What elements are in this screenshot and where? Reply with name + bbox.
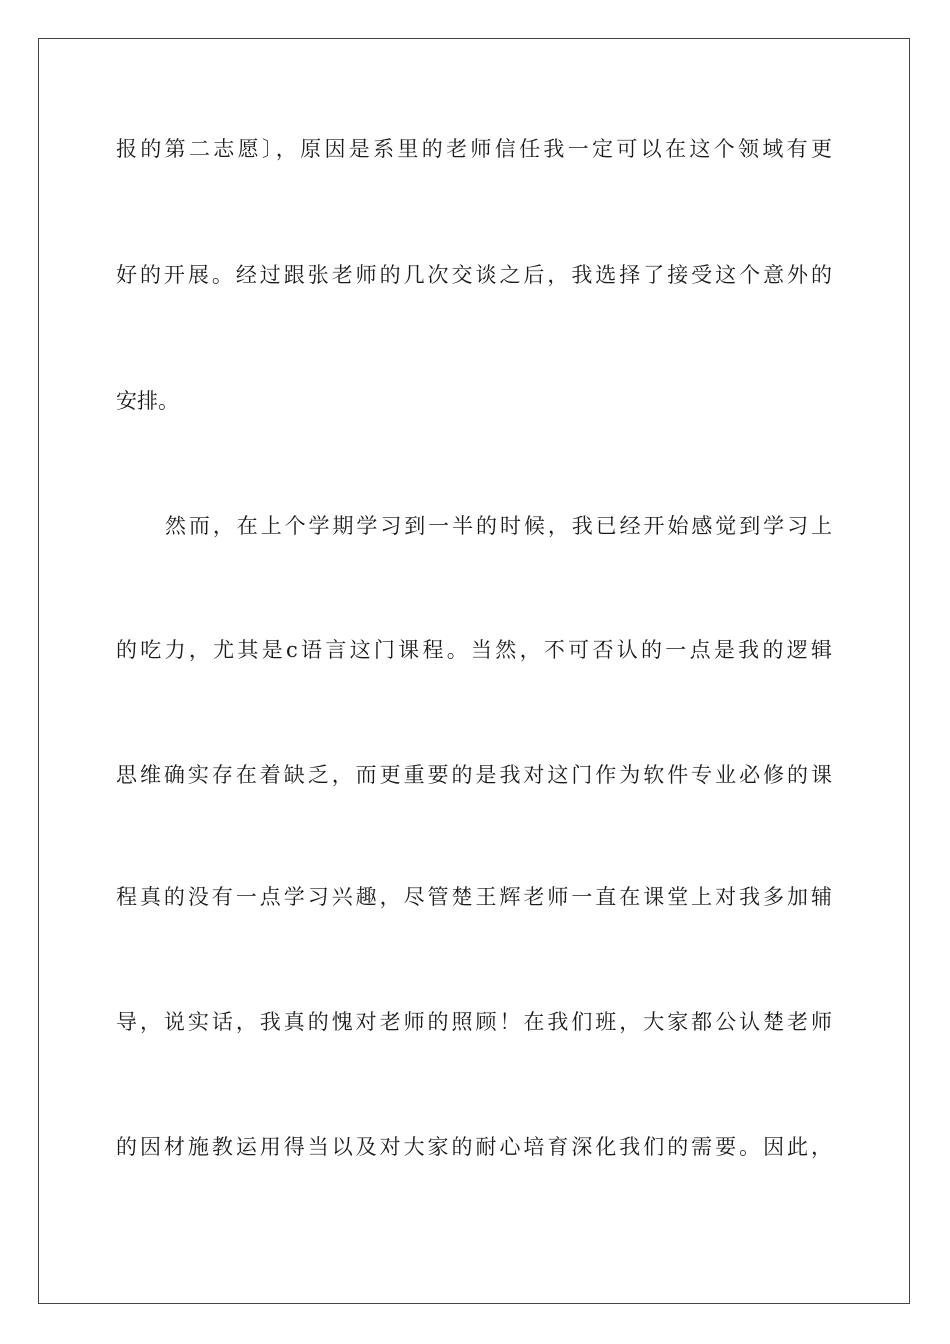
text-line: 程真的没有一点学习兴趣，尽管楚王辉老师一直在课堂上对我多加辅 (116, 885, 832, 909)
page-border (38, 38, 910, 1304)
text-line: 的因材施教运用得当以及对大家的耐心培育深化我们的需要。因此， (116, 1135, 832, 1159)
text-line: 的吃力，尤其是c语言这门课程。当然，不可否认的一点是我的逻辑 (116, 638, 832, 662)
text-line: 思维确实存在着缺乏，而更重要的是我对这门作为软件专业必修的课 (116, 763, 832, 787)
text-line: 然而，在上个学期学习到一半的时候，我已经开始感觉到学习上 (165, 514, 832, 538)
text-line: 好的开展。经过跟张老师的几次交谈之后，我选择了接受这个意外的 (116, 263, 832, 287)
text-line: 报的第二志愿〕，原因是系里的老师信任我一定可以在这个领域有更 (116, 137, 832, 161)
text-line: 导，说实话，我真的愧对老师的照顾！在我们班，大家都公认楚老师 (116, 1010, 832, 1034)
text-line: 安排。 (116, 389, 179, 413)
